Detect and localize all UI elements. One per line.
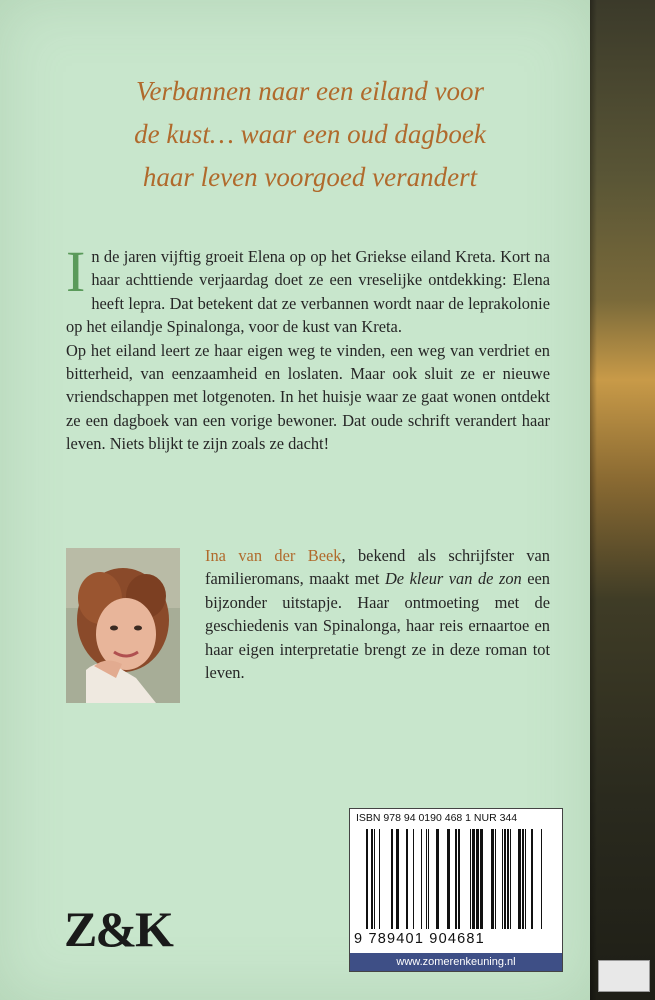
barcode-bar [491, 829, 494, 929]
barcode-bar [480, 829, 483, 929]
barcode-bar [531, 829, 533, 929]
author-photo [66, 548, 180, 703]
barcode-bar [447, 829, 450, 929]
author-portrait-image [66, 548, 180, 703]
barcode-bar [476, 829, 479, 929]
barcode-bar [510, 829, 511, 929]
barcode-bars [366, 829, 548, 931]
barcode-bar [495, 829, 496, 929]
barcode-bar [374, 829, 375, 929]
isbn-line: ISBN 978 94 0190 468 1 NUR 344 [356, 812, 518, 824]
barcode-bar [406, 829, 408, 929]
barcode-bar [458, 829, 460, 929]
blurb-paragraph-1 [66, 239, 550, 339]
publisher-logo: Z&K [64, 901, 172, 957]
barcode-panel [349, 808, 563, 972]
barcode-bar [366, 829, 368, 929]
barcode-bar [522, 829, 524, 929]
barcode-bar [504, 829, 506, 929]
blurb-paragraph-2: Op het eiland leert ze haar eigen weg te vinden, een weg van verdriet en bitterheid, van eenzaamheid en loslaten. Maar ook sluit ze er nieuwe vriendschappen met lotgenoten. In het huisje waar ze gaat wonen ontdekt ze een dagboek van een vorige bewoner. Dat oude schrift verandert haar leven. Niets blijkt te zijn zoals ze dacht! [66, 340, 550, 454]
barcode-bar [379, 829, 380, 929]
barcode-bar [455, 829, 457, 929]
publisher-website: www.zomerenkeuning.nl [350, 953, 562, 971]
barcode-bar [391, 829, 393, 929]
blurb-paragraph-1-text: n de jaren vijftig groeit Elena op op het Griekse eiland Kreta. Kort na haar achttiende verjaardag doet ze een vreselijke ontdekking: Elena heeft lepra. Dat betekent dat ze verbannen wordt naar de leprakolonie op het eilandje Spinalonga, voor de kust van Kreta. [66, 247, 550, 337]
barcode-bar [426, 829, 427, 929]
tagline-line: de kust… waar een oud dagboek [134, 119, 486, 149]
barcode-bar [525, 829, 526, 929]
barcode-bar [472, 829, 475, 929]
barcode-bar [436, 829, 439, 929]
barcode-bar [470, 829, 471, 929]
blurb [66, 239, 550, 456]
barcode-bar [507, 829, 509, 929]
author-bio-text-1: , bekend als schrijfster van familieromans, maakt met [205, 546, 550, 589]
author-bio [205, 544, 550, 684]
tagline-line: haar leven voorgoed verandert [142, 162, 478, 192]
barcode-bar [428, 829, 429, 929]
library-label-sticker [598, 960, 650, 992]
author-bio-text-2: een bijzonder uitstapje. Haar ontmoeting met de geschiedenis van Spinalonga, haar reis ernaartoe en haar eigen interpretatie brengt ze in deze roman tot leven. [205, 569, 550, 683]
barcode-bar [502, 829, 503, 929]
barcode-bar [518, 829, 521, 929]
tagline [60, 70, 560, 199]
barcode-bar [371, 829, 373, 929]
barcode-bar [421, 829, 422, 929]
book-title: De kleur van de zon [384, 569, 522, 589]
barcode-bar [413, 829, 414, 929]
barcode-bar [541, 829, 542, 929]
author-name: Ina van der Beek [205, 546, 342, 565]
barcode-digits: 9 789401 904681 [354, 931, 485, 947]
tagline-line: Verbannen naar een eiland voor [136, 76, 484, 106]
barcode-bar [396, 829, 399, 929]
drop-cap: I [66, 239, 86, 304]
